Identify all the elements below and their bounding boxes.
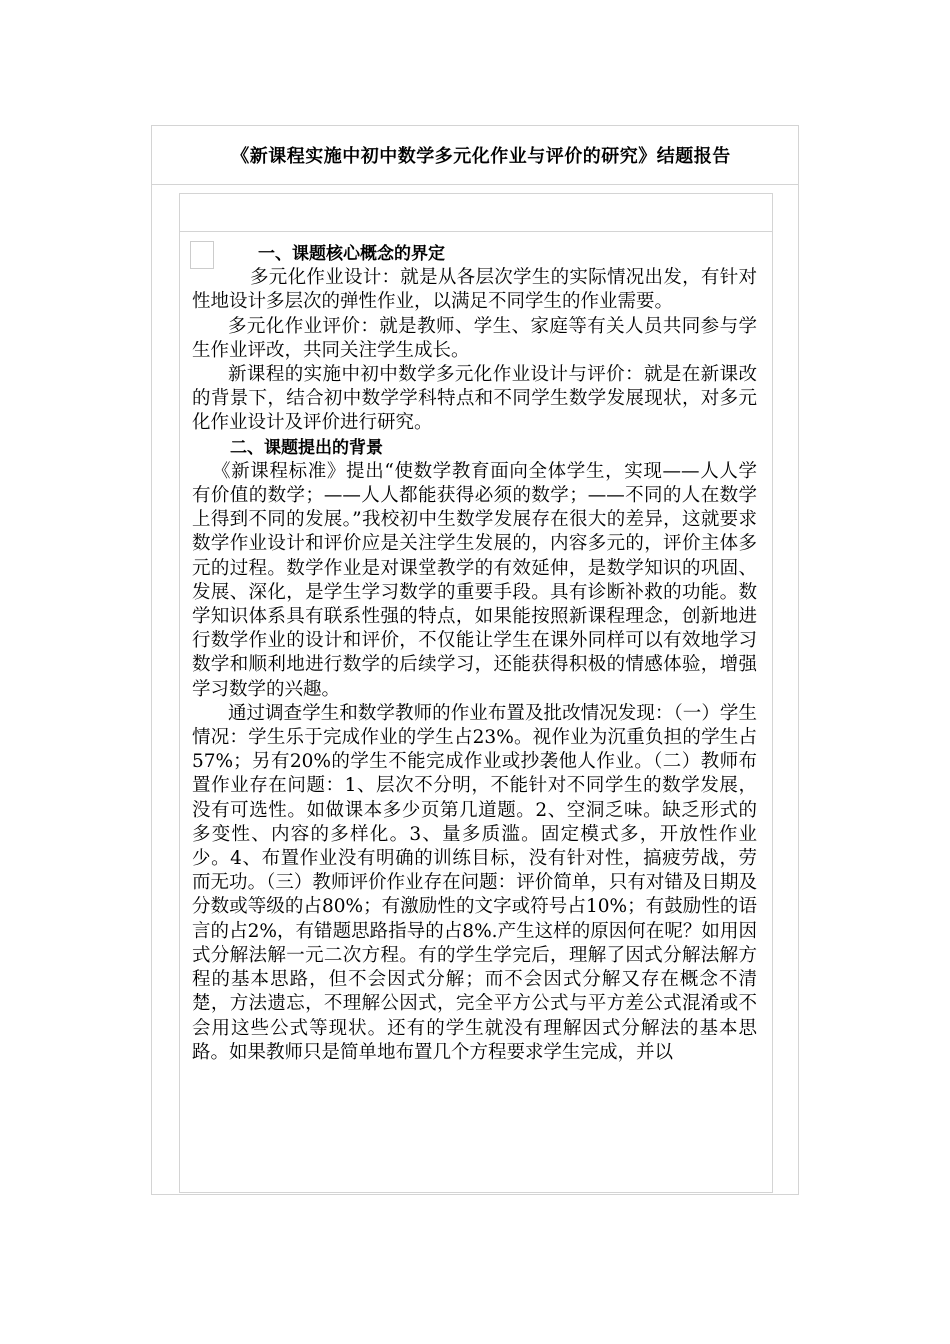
empty-header-cell (180, 194, 772, 232)
title-row (152, 126, 798, 185)
paragraph-survey-findings: 通过调查学生和数学教师的作业布置及批改情况发现：（一）学生情况：学生乐于完成作业的学生占23%。视作业为沉重负担的学生占57%；另有20%的学生不能完成作业或抄袭他人作业。（二）教师布置作业存在问题：1、层次不分明，不能针对不同学生的数学发展，没有可选性。如做课本多少页第几道题。2、空洞乏味。缺乏形式的多变性、内容的多样化。3、量多质滥。固定模式多，开放性作业少。4、布置作业没有明确的训练目标，没有针对性，搞疲劳战，劳而无功。（三）教师评价作业存在问题：评价简单，只有对错及日期及分数或等级的占80%；有激励性的文字或符号占10%；有鼓励性的语言的占2%，有错题思路指导的占8%.产生这样的原因何在呢？如用因式分解法解一元二次方程。有的学生学完后，理解了因式分解法解方程的基本思路，但不会因式分解；而不会因式分解又存在概念不清楚，方法遗忘，不理解公因式，完全平方公式与平方差公式混淆或不会用这些公式等现状。还有的学生就没有理解因式分解法的基本思路。如果教师只是简单地布置几个方程要求学生完成，并以 (192, 702, 757, 1063)
report-body (192, 242, 757, 1065)
section-heading-definitions: 一、课题核心概念的界定 (258, 244, 445, 264)
paragraph-homework-evaluation: 多元化作业评价：就是教师、学生、家庭等有关人员共同参与学生作业评改，共同关注学生成长。 (192, 315, 757, 361)
paragraph-curriculum-standard: 《新课程标准》提出“使数学教育面向全体学生，实现——人人学有价值的数学；——人人都能获得必须的数学；——不同的人在数学上得到不同的发展。”我校初中生数学发展存在很大的差异，这就要求数学作业设计和评价应是关注学生发展的，内容多元的，评价主体多元的过程。数学作业是对课堂教学的有效延伸，是数学知识的巩固、发展、深化，是学生学习数学的重要手段。具有诊断补救的功能。数学知识体系具有联系性强的特点，如果能按照新课程理念，创新地进行数学作业的设计和评价，不仅能让学生在课外同样可以有效地学习数学和顺利地进行数学的后续学习，还能获得积极的情感体验，增强学习数学的兴趣。 (192, 460, 757, 700)
page-title: 《新课程实施中初中数学多元化作业与评价的研究》结题报告 (231, 146, 731, 167)
section-heading-background: 二、课题提出的背景 (230, 437, 383, 458)
paragraph-new-curriculum: 新课程的实施中初中数学多元化作业设计与评价：就是在新课改的背景下，结合初中数学学科特点和不同学生数学发展现状，对多元化作业设计及评价进行研究。 (192, 364, 757, 434)
report-frame (151, 125, 799, 1195)
content-frame (179, 193, 773, 1193)
paragraph-homework-design: 多元化作业设计：就是从各层次学生的实际情况出发，有针对性地设计多层次的弹性作业，以满足不同学生的作业需要。 (192, 267, 757, 313)
